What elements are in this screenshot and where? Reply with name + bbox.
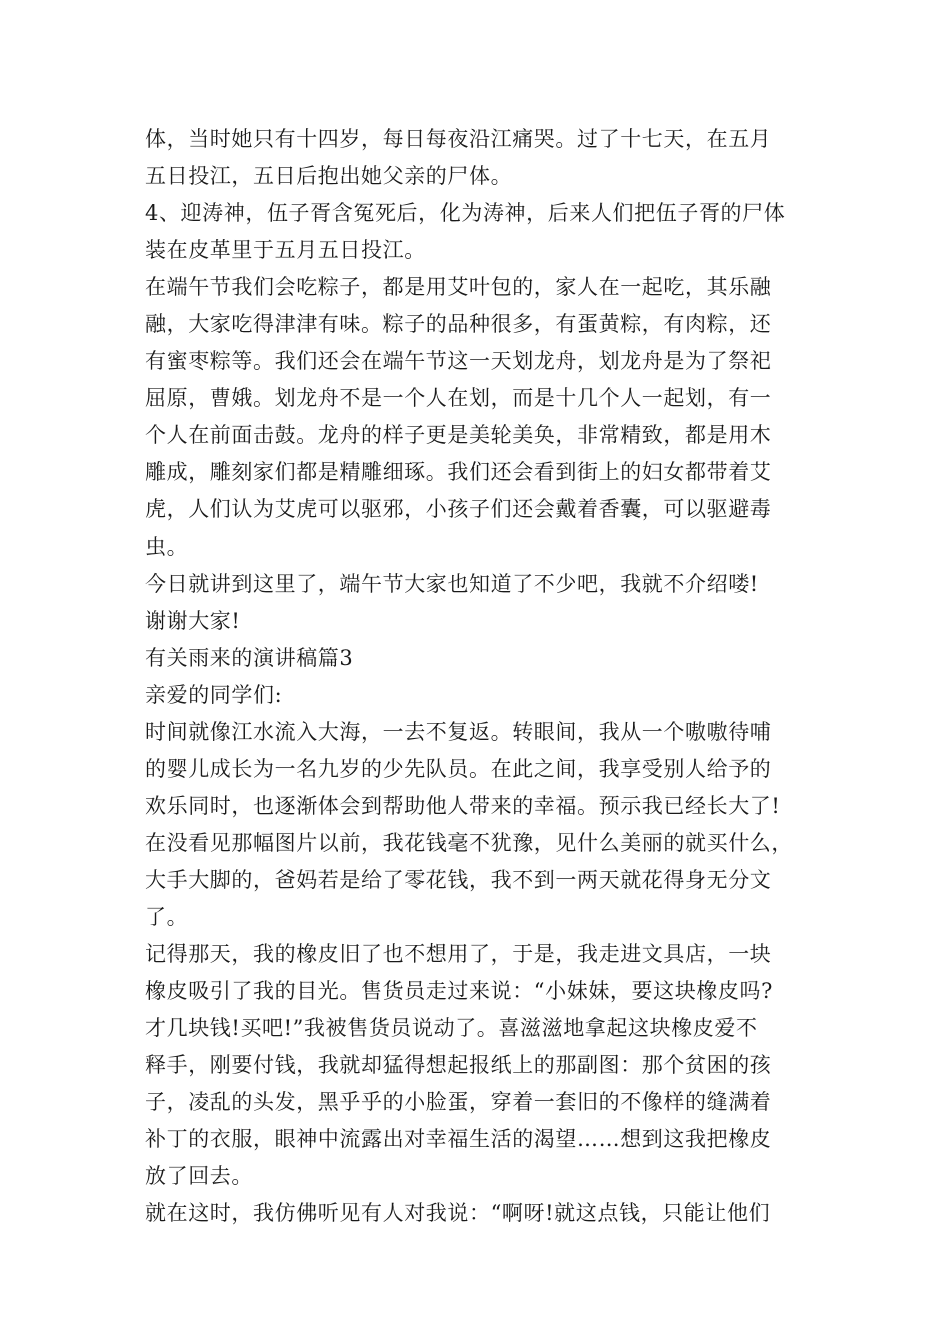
text-line: 释手，刚要付钱，我就却猛得想起报纸上的那副图：那个贫困的孩 [145,1053,772,1078]
text-line: 了。 [145,904,189,929]
text-line: 才几块钱!买吧!”我被售货员说动了。喜滋滋地拿起这块橡皮爱不 [145,1016,758,1041]
text-line: 放了回去。 [145,1164,253,1189]
text-line: 个人在前面击鼓。龙舟的样子更是美轮美奂，非常精致，都是用木 [145,423,772,448]
section-heading: 有关雨来的演讲稿篇3 [145,645,354,670]
text-line: 屈原，曹娥。划龙舟不是一个人在划，而是十几个人一起划，有一 [145,386,772,411]
text-line: 记得那天，我的橡皮旧了也不想用了，于是，我走进文具店，一块 [145,942,772,967]
text-line: 的婴儿成长为一名九岁的少先队员。在此之间，我享受别人给予的 [145,756,772,781]
text-line: 4、迎涛神，伍子胥含冤死后，化为涛神，后来人们把伍子胥的尸体 [145,201,786,226]
text-line: 雕成，雕刻家们都是精雕细琢。我们还会看到街上的妇女都带着艾 [145,460,772,485]
text-line: 虎，人们认为艾虎可以驱邪，小孩子们还会戴着香囊，可以驱避毒 [145,497,772,522]
text-line: 亲爱的同学们: [145,682,283,707]
document-body [145,121,845,1232]
text-line: 虫。 [145,534,189,559]
text-line: 在没看见那幅图片以前，我花钱毫不犹豫，见什么美丽的就买什么， [145,830,793,855]
text-line: 融，大家吃得津津有味。粽子的品种很多，有蛋黄粽，有肉粽，还 [145,312,772,337]
text-line: 体，当时她只有十四岁，每日每夜沿江痛哭。过了十七天，在五月 [145,127,772,151]
text-line: 谢谢大家! [145,608,241,633]
text-line: 大手大脚的，爸妈若是给了零花钱，我不到一两天就花得身无分文 [145,867,772,892]
text-line: 五日投江，五日后抱出她父亲的尸体。 [145,164,513,189]
text-line: 子，凌乱的头发，黑乎乎的小脸蛋，穿着一套旧的不像样的缝满着 [145,1090,772,1115]
text-line: 今日就讲到这里了，端午节大家也知道了不少吧，我就不介绍喽! [145,571,759,596]
text-line: 装在皮革里于五月五日投江。 [145,238,426,263]
text-line: 有蜜枣粽等。我们还会在端午节这一天划龙舟，划龙舟是为了祭祀 [145,349,772,374]
text-line: 补丁的衣服，眼神中流露出对幸福生活的渴望……想到这我把橡皮 [145,1127,772,1152]
text-line: 就在这时，我仿佛听见有人对我说：“啊呀!就这点钱，只能让他们 [145,1201,771,1226]
text-line: 橡皮吸引了我的目光。售货员走过来说：“小妹妹，要这块橡皮吗? [145,979,773,1004]
text-line: 时间就像江水流入大海，一去不复返。转眼间，我从一个嗷嗷待哺 [145,719,772,744]
text-line: 在端午节我们会吃粽子，都是用艾叶包的，家人在一起吃，其乐融 [145,275,772,300]
text-line: 欢乐同时，也逐渐体会到帮助他人带来的幸福。预示我已经长大了! [145,793,781,818]
